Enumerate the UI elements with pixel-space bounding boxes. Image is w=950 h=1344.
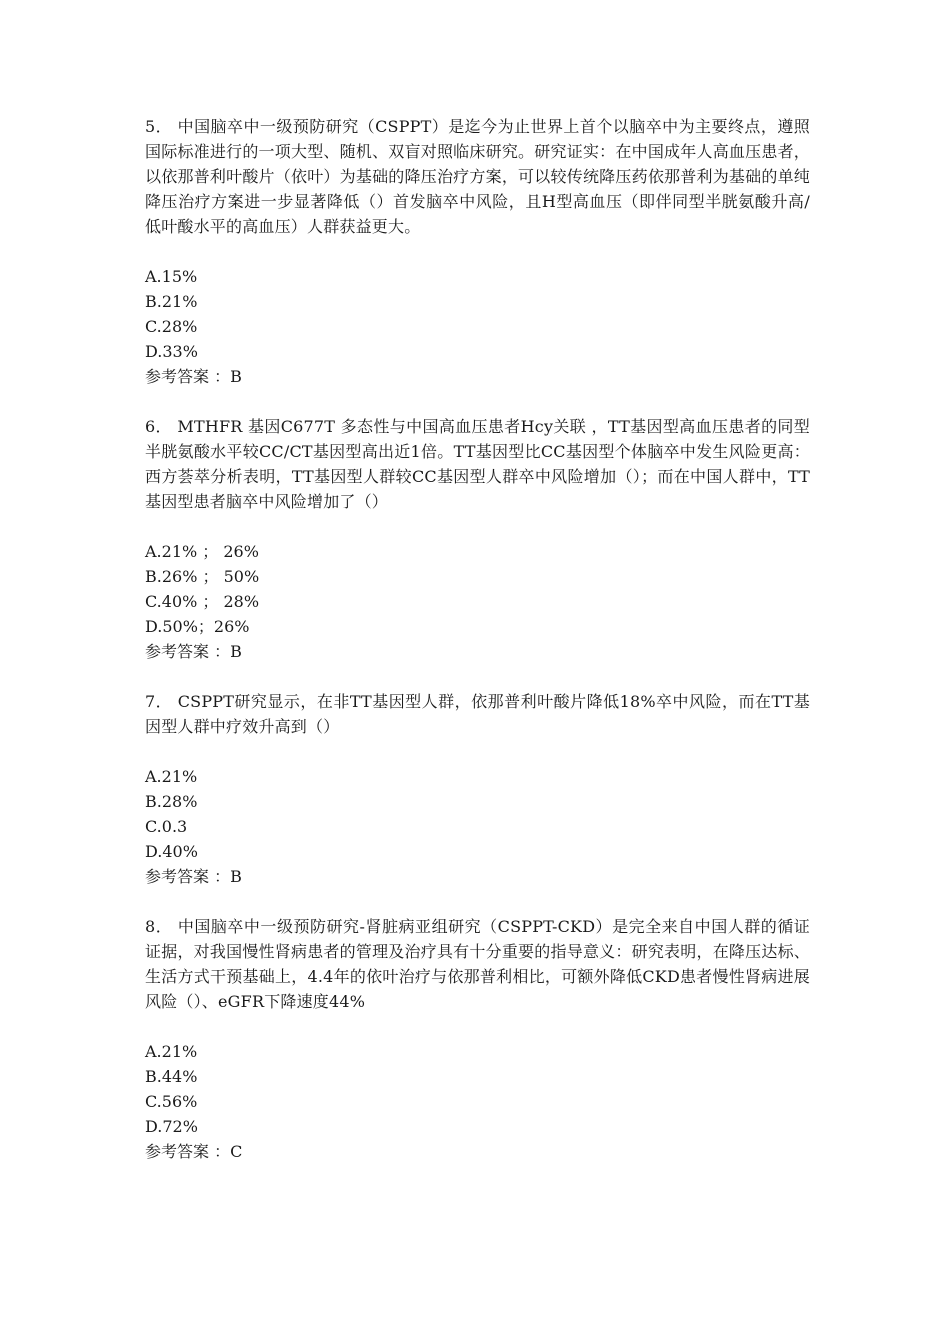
- question-text: 6． MTHFR 基因C677T 多态性与中国高血压患者Hcy关联 ，TT基因型高血压患者的同型半胱氨酸水平较CC/CT基因型高出近1倍。TT基因型比CC基因型个体脑卒中发生风险更高：西方荟萃分析表明，TT基因型人群较CC基因型人群卒中风险增加（）；而在中国人群中，TT基因型患者脑卒中风险增加了（）: [145, 417, 810, 511]
- question-8: [145, 914, 810, 1164]
- option-a: A.21% ； 26%: [145, 542, 259, 561]
- option-b: B.21%: [145, 292, 198, 311]
- option-c: C.0.3: [145, 817, 188, 836]
- option-d: D.72%: [145, 1117, 198, 1136]
- option-c: C.56%: [145, 1092, 198, 1111]
- option-c: C.28%: [145, 317, 198, 336]
- question-text: 7． CSPPT研究显示，在非TT基因型人群，依那普利叶酸片降低18%卒中风险，而在TT基因型人群中疗效升高到（）: [145, 692, 810, 736]
- option-b: B.44%: [145, 1067, 198, 1086]
- question-6: [145, 414, 810, 664]
- option-a: A.15%: [145, 267, 198, 286]
- reference-answer: 参考答案 ：B: [145, 642, 242, 661]
- document-page: [145, 114, 810, 1164]
- option-d: D.33%: [145, 342, 198, 361]
- question-text: 8． 中国脑卒中一级预防研究-肾脏病亚组研究（CSPPT-CKD）是完全来自中国人群的循证证据，对我国慢性肾病患者的管理及治疗具有十分重要的指导意义：研究表明，在降压达标、生活方式干预基础上，4.4年的依叶治疗与依那普利相比，可额外降低CKD患者慢性肾病进展风险（）、eGFR下降速度44%: [145, 917, 810, 1011]
- option-list: [145, 764, 810, 864]
- option-b: B.26% ； 50%: [145, 567, 260, 586]
- reference-answer: 参考答案 ：C: [145, 1142, 243, 1161]
- question-text: 5． 中国脑卒中一级预防研究（CSPPT）是迄今为止世界上首个以脑卒中为主要终点，遵照国际标准进行的一项大型、随机、双盲对照临床研究。研究证实：在中国成年人高血压患者，以依那普利叶酸片（依叶）为基础的降压治疗方案，可以较传统降压药依那普利为基础的单纯降压治疗方案进一步显著降低（）首发脑卒中风险，且H型高血压（即伴同型半胱氨酸升高/低叶酸水平的高血压）人群获益更大。: [145, 117, 810, 236]
- spacer: [145, 664, 810, 689]
- option-a: A.21%: [145, 767, 198, 786]
- spacer: [145, 889, 810, 914]
- question-7: [145, 689, 810, 889]
- reference-answer: 参考答案 ：B: [145, 867, 242, 886]
- reference-answer: 参考答案 ：B: [145, 367, 242, 386]
- question-5: [145, 114, 810, 389]
- option-d: D.40%: [145, 842, 198, 861]
- option-list: [145, 264, 810, 364]
- option-d: D.50%；26%: [145, 617, 250, 636]
- option-a: A.21%: [145, 1042, 198, 1061]
- option-list: [145, 539, 810, 639]
- option-b: B.28%: [145, 792, 198, 811]
- option-c: C.40% ； 28%: [145, 592, 260, 611]
- option-list: [145, 1039, 810, 1139]
- spacer: [145, 389, 810, 414]
